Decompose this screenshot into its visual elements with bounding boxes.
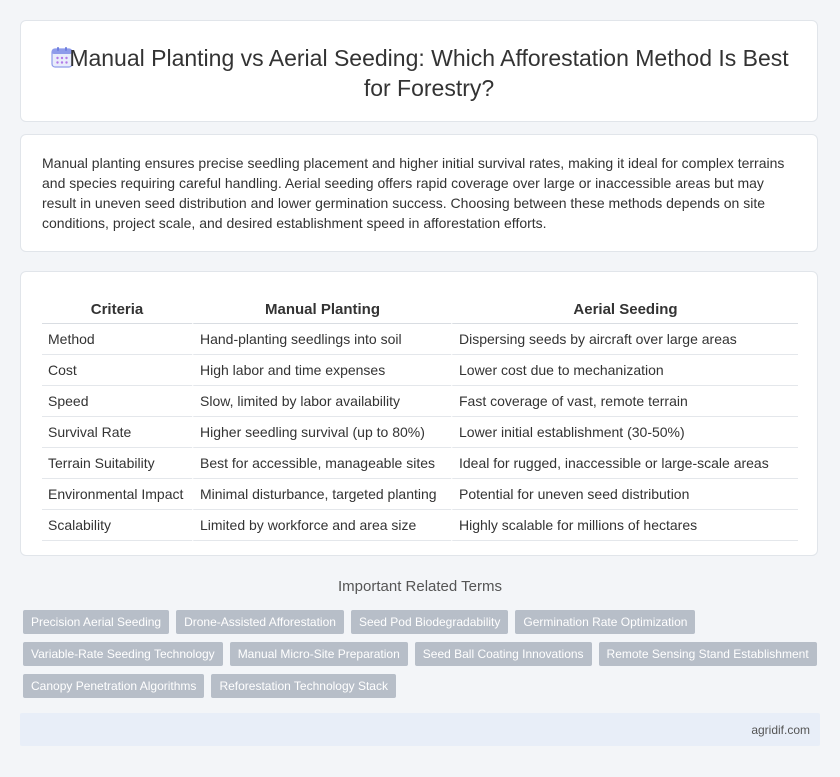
table-header-row <box>42 296 798 324</box>
comparison-table <box>42 296 798 541</box>
page-title: Manual Planting vs Aerial Seeding: Which Afforestation Method Is Best for Forestry? <box>69 45 789 101</box>
header-manual-planting: Manual Planting <box>192 296 451 324</box>
related-term-tag[interactable]: Precision Aerial Seeding <box>23 610 169 634</box>
related-term-tag[interactable]: Seed Ball Coating Innovations <box>415 642 592 666</box>
related-term-tag[interactable]: Seed Pod Biodegradability <box>351 610 508 634</box>
row-criteria: Method <box>42 324 192 355</box>
footer-bar <box>20 713 820 746</box>
related-term-tag[interactable]: Drone-Assisted Afforestation <box>176 610 344 634</box>
row-criteria: Cost <box>42 355 192 386</box>
table-row <box>42 355 798 386</box>
related-term-tag[interactable]: Manual Micro-Site Preparation <box>230 642 408 666</box>
row-criteria: Terrain Suitability <box>42 448 192 479</box>
related-term-tag[interactable]: Canopy Penetration Algorithms <box>23 674 204 698</box>
title-card <box>20 20 818 122</box>
row-aerial: Potential for uneven seed distribution <box>451 479 798 510</box>
row-aerial: Ideal for rugged, inaccessible or large-scale areas <box>451 448 798 479</box>
header-criteria: Criteria <box>42 296 192 324</box>
row-manual: Limited by workforce and area size <box>192 510 451 541</box>
intro-card <box>20 134 818 252</box>
related-terms-list <box>23 610 823 698</box>
row-manual: Higher seedling survival (up to 80%) <box>192 417 451 448</box>
row-criteria: Scalability <box>42 510 192 541</box>
row-manual: Slow, limited by labor availability <box>192 386 451 417</box>
row-aerial: Lower cost due to mechanization <box>451 355 798 386</box>
table-row <box>42 324 798 355</box>
row-criteria: Environmental Impact <box>42 479 192 510</box>
related-terms-heading: Important Related Terms <box>338 578 502 595</box>
table-row <box>42 479 798 510</box>
row-manual: Best for accessible, manageable sites <box>192 448 451 479</box>
comparison-card <box>20 271 818 556</box>
row-aerial: Highly scalable for millions of hectares <box>451 510 798 541</box>
footer-site-link[interactable]: agridif.com <box>751 723 810 737</box>
row-criteria: Speed <box>42 386 192 417</box>
table-row <box>42 386 798 417</box>
related-term-tag[interactable]: Variable-Rate Seeding Technology <box>23 642 223 666</box>
row-aerial: Lower initial establishment (30-50%) <box>451 417 798 448</box>
intro-paragraph: Manual planting ensures precise seedling placement and higher initial survival rates, making it ideal for complex terrains and species requiring careful handling. Aerial seeding offers rapid coverage over large or inaccessible areas but may result in uneven seed distribution and lower germination success. Choosing between these methods depends on site conditions, project scale, and desired establishment speed in afforestation efforts. <box>42 155 785 231</box>
related-term-tag[interactable]: Remote Sensing Stand Establishment <box>599 642 817 666</box>
row-manual: Minimal disturbance, targeted planting <box>192 479 451 510</box>
row-aerial: Fast coverage of vast, remote terrain <box>451 386 798 417</box>
table-row <box>42 510 798 541</box>
row-aerial: Dispersing seeds by aircraft over large areas <box>451 324 798 355</box>
header-aerial-seeding: Aerial Seeding <box>451 296 798 324</box>
row-manual: High labor and time expenses <box>192 355 451 386</box>
related-term-tag[interactable]: Reforestation Technology Stack <box>211 674 396 698</box>
related-term-tag[interactable]: Germination Rate Optimization <box>515 610 695 634</box>
table-row <box>42 417 798 448</box>
row-manual: Hand-planting seedlings into soil <box>192 324 451 355</box>
table-row <box>42 448 798 479</box>
row-criteria: Survival Rate <box>42 417 192 448</box>
